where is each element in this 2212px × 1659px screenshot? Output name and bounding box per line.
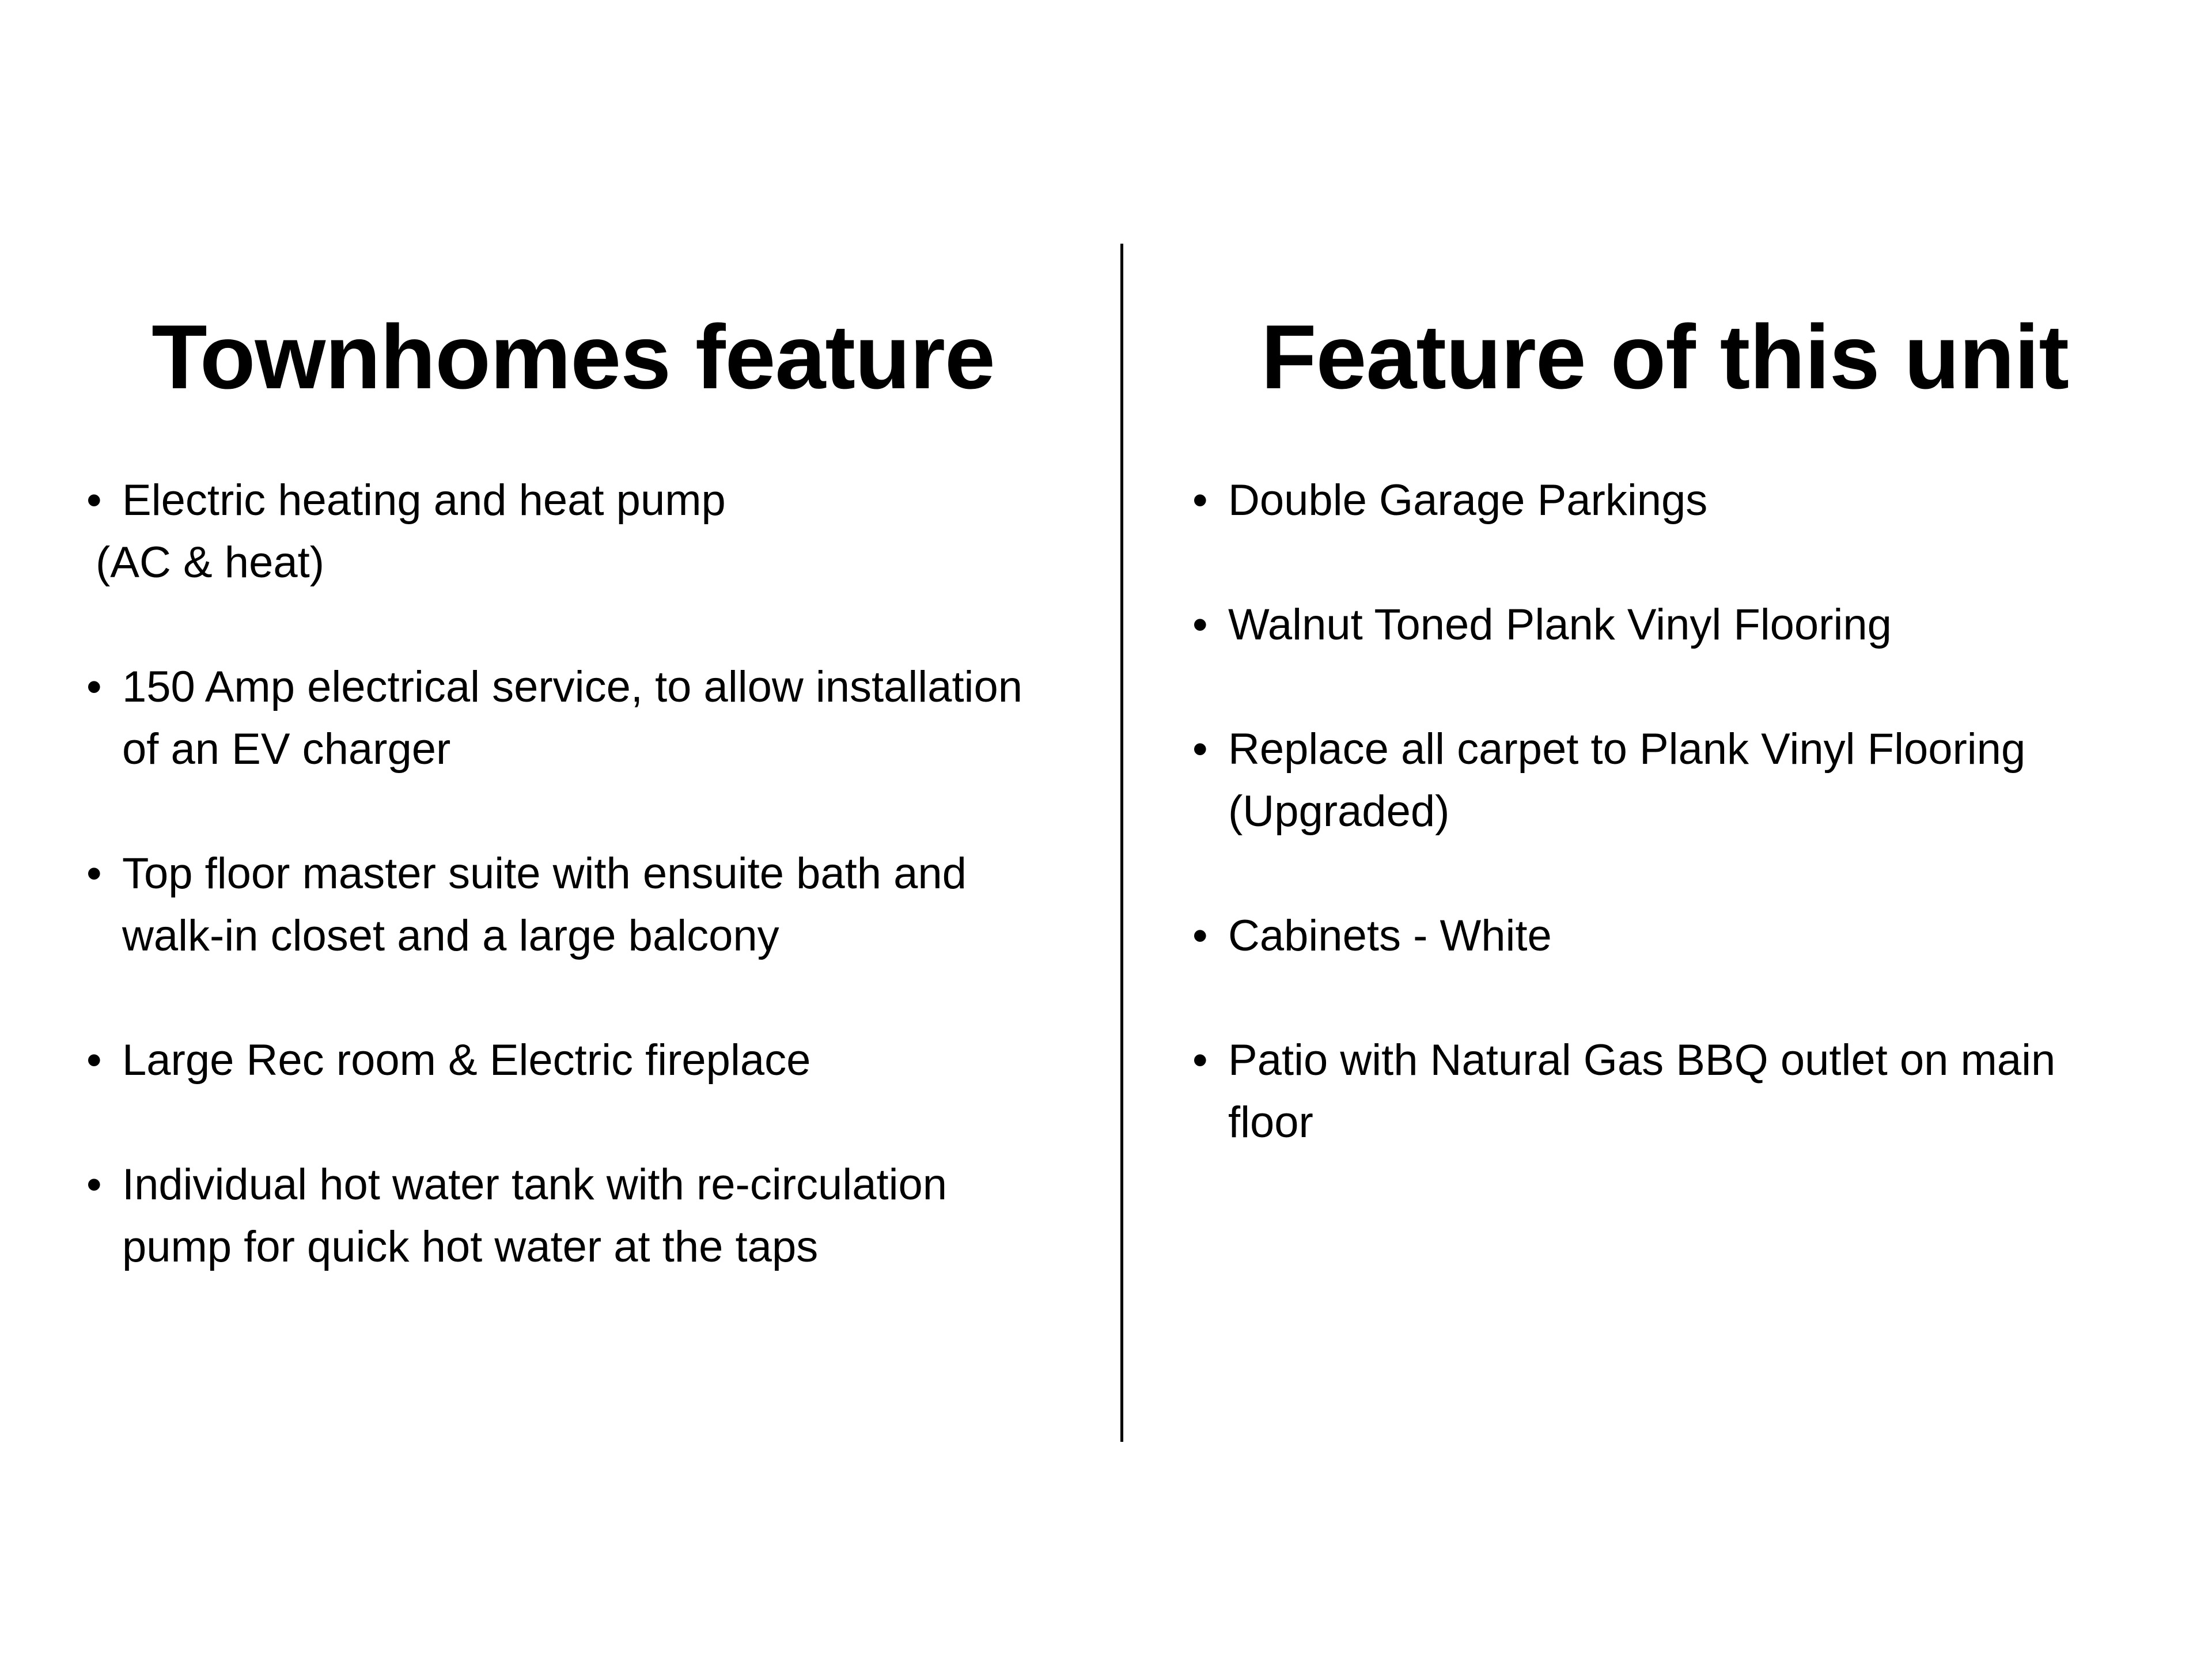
list-item (1192, 905, 2177, 967)
right-column-title: Feature of this unit (1261, 306, 2069, 408)
list-item-line: pump for quick hot water at the taps (122, 1222, 819, 1271)
list-item-line: floor (1228, 1098, 1313, 1147)
list-item-line: Double Garage Parkings (1228, 476, 1708, 525)
list-item (1192, 718, 2177, 843)
list-item (1192, 1029, 2177, 1154)
list-item-line: 150 Amp electrical service, to allow installation (122, 662, 1022, 711)
list-item-line: walk-in closet and a large balcony (122, 911, 779, 960)
bullet-icon: • (1192, 725, 1208, 774)
list-item-line: Cabinets - White (1228, 911, 1552, 960)
bullet-icon: • (1192, 1036, 1208, 1085)
list-item (86, 656, 1100, 781)
list-item-line: (Upgraded) (1228, 787, 1450, 836)
bullet-icon: • (1192, 476, 1208, 525)
list-item-line: Top floor master suite with ensuite bath and (122, 849, 967, 898)
bullet-icon: • (86, 1160, 102, 1209)
bullet-icon: • (86, 662, 102, 711)
list-item-line: (AC & heat) (96, 538, 325, 587)
bullet-icon: • (1192, 911, 1208, 960)
list-item (1192, 594, 2177, 656)
list-item-line: Walnut Toned Plank Vinyl Flooring (1228, 600, 1892, 649)
bullet-icon: • (86, 849, 102, 898)
left-column-title: Townhomes feature (151, 306, 995, 408)
column-divider (1120, 244, 1123, 1442)
list-item-line: Individual hot water tank with re-circulation (122, 1160, 948, 1209)
list-item-line: Electric heating and heat pump (122, 476, 726, 525)
list-item (86, 1029, 1100, 1092)
list-item (86, 469, 1100, 594)
list-item-line: Replace all carpet to Plank Vinyl Flooring (1228, 725, 2026, 774)
bullet-icon: • (86, 476, 102, 525)
list-item-line: Patio with Natural Gas BBQ outlet on main (1228, 1036, 2056, 1085)
bullet-icon: • (1192, 600, 1208, 649)
unit-feature-list (1192, 469, 2177, 1216)
list-item (1192, 469, 2177, 532)
list-item (86, 843, 1100, 967)
list-item (86, 1154, 1100, 1278)
list-item-line: Large Rec room & Electric fireplace (122, 1036, 811, 1085)
bullet-icon: • (86, 1036, 102, 1085)
townhomes-feature-list (86, 469, 1100, 1340)
list-item-line: of an EV charger (122, 725, 451, 774)
